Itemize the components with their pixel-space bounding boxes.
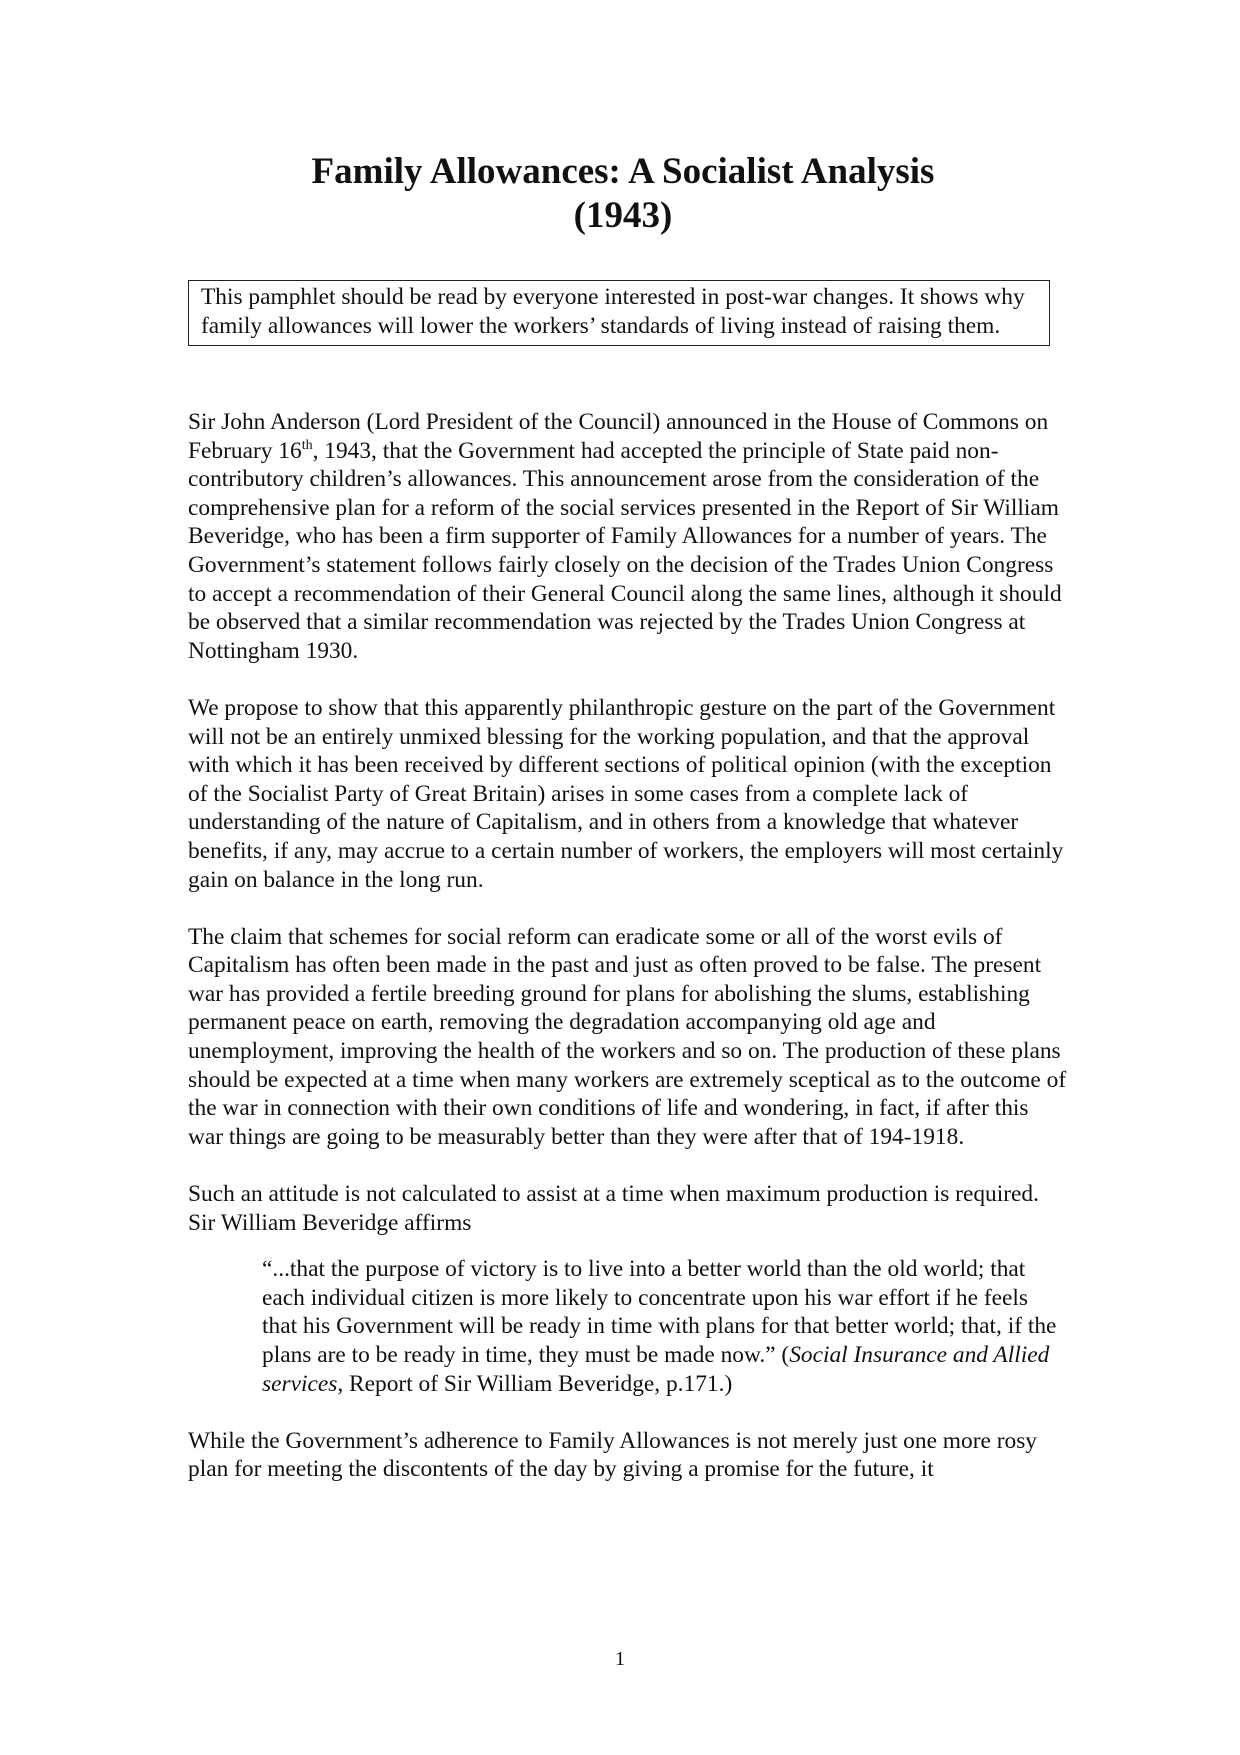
ordinal-superscript: th — [301, 437, 313, 453]
paragraph-2: We propose to show that this apparently philanthropic gesture on the part of the Government will not be an entirely unmixed blessing for the working population, and that the approval with which it has been received by different sections of political opinion (with the exception of the Socialist Party of Great Britain) arises in some cases from a complete lack of understanding of the nature of Capitalism, and in others from a knowledge that whatever benefits, if any, may accrue to a certain number of workers, the employers will most certainly gain on balance in the long run. — [188, 694, 1064, 893]
title-line-2: (1943) — [573, 195, 673, 236]
page-number: 1 — [615, 1648, 625, 1670]
quote-source-rest: , Report of Sir William Beveridge, p.171.) — [337, 1370, 733, 1397]
paragraph-4: Such an attitude is not calculated to assist at a time when maximum production is required. Sir William Beveridge affirms — [188, 1181, 1039, 1236]
title-line-1: Family Allowances: A Socialist Analysis — [311, 151, 935, 192]
quote-text: “...that the purpose of victory is to live into a better world than the old world; that each individual citizen is more likely to concentrate upon his war effort if he feels that his Government will be ready in time with plans for that better world; that, if the plans are to be ready in time, they must be made now.” ( — [262, 1256, 1057, 1368]
paragraph-3: The claim that schemes for social reform can eradicate some or all of the worst evils of Capitalism has often been made in the past and just as often proved to be false. The present war has provided a fertile breeding ground for plans for abolishing the slums, establishing permanent peace on earth, removing the degradation accompanying old age and unemployment, improving the health of the workers and so on. The production of these plans should be expected at a time when many workers are extremely sceptical as to the outcome of the war in connection with their own conditions of life and wondering, in fact, if after this war things are going to be measurably better than they were after that of 194-1918. — [188, 923, 1067, 1150]
quote-source-title: Social Insurance and Allied services — [262, 1342, 1050, 1397]
paragraph-1 — [188, 408, 1068, 665]
paragraph-1-text-b: , 1943, that the Government had accepted the principle of State paid non-contributory children’s allowances. This announcement arose from the consideration of the comprehensive plan for a reform of the social services presented in the Report of Sir William Beveridge, who has been a firm supporter of Family Allowances for a number of years. The Government’s statement follows fairly closely on the decision of the Trades Union Congress to accept a recommendation of their General Council along the same lines, although it should be observed that a similar recommendation was rejected by the Trades Union Congress at Nottingham 1930. — [188, 437, 1062, 664]
document-body — [188, 408, 1068, 1513]
paragraph-5: While the Government’s adherence to Family Allowances is not merely just one more rosy plan for meeting the discontents of the day by giving a promise for the future, it — [188, 1427, 1037, 1483]
document-title — [188, 150, 1058, 238]
summary-box: This pamphlet should be read by everyone interested in post-war changes. It shows why family allowances will lower the workers’ standards of living instead of raising them. — [188, 280, 1050, 346]
block-quote — [262, 1255, 1068, 1398]
paragraph-1-text-a: Sir John Anderson (Lord President of the Council) announced in the House of Commons on February 16 — [188, 409, 1049, 464]
